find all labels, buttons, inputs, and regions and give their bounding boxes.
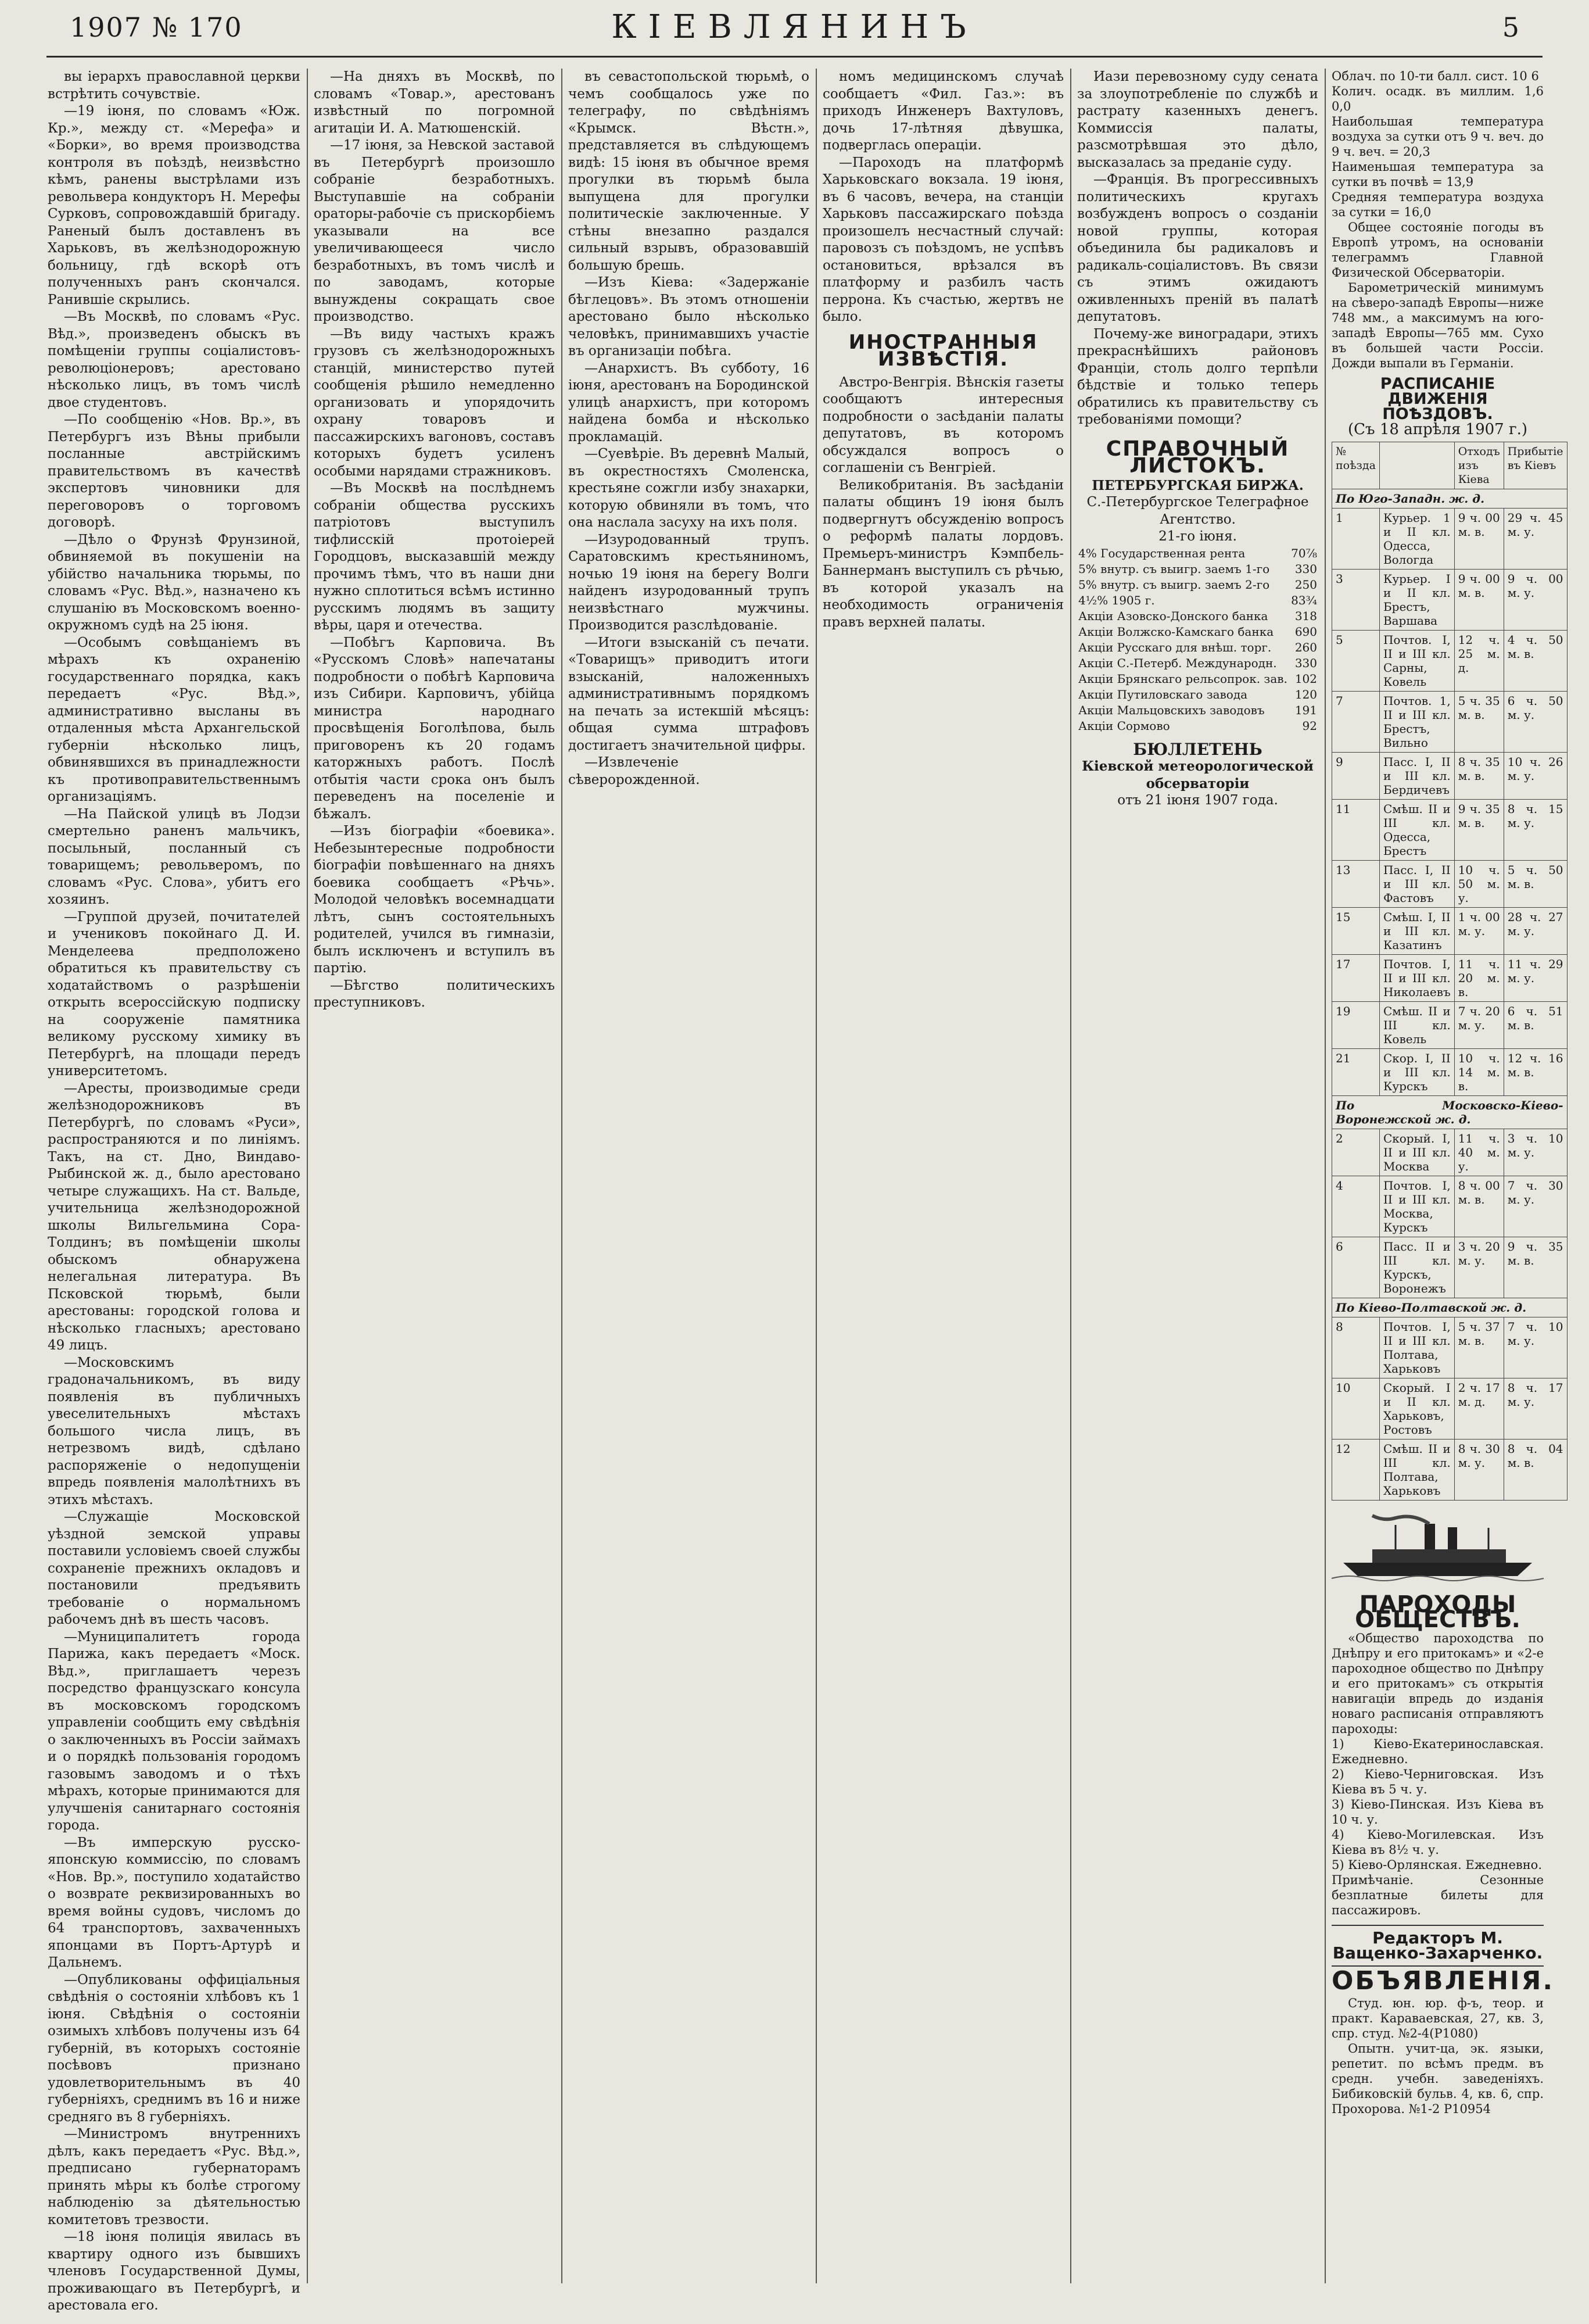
paragraph: —Аресты, производимые среди желѣзнодорожниковъ въ Петербургѣ, по словамъ «Руси», распространяются и по линіямъ. Такъ, на ст. Дно, Виндаво-Рыбинской ж. д., было арестовано четыре служащихъ. На ст. Вальде, учительница желѣзнодорожной школы Вильгельмина Сора-Толдинъ; въ помѣщеніи школы обыскомъ обнаружена нелегальная литература. Въ Псковской тюрьмѣ, были арестованы: городской голова и нѣсколько гласныхъ; арестовано 49 лицъ.	[48, 1080, 300, 1353]
table-row	[1077, 718, 1318, 734]
table-row	[1332, 1317, 1568, 1378]
table-row	[1332, 1002, 1568, 1049]
exchange-heading: ПЕТЕРБУРГСКАЯ БИРЖА.	[1092, 477, 1304, 493]
bulletin-subtitle: Кіевской метеорологической обсерваторіи	[1082, 758, 1314, 792]
paragraph: —По сообщенію «Нов. Вр.», въ Петербургъ изъ Вѣны прибыли посланные австрійскимъ правительствомъ въ качествѣ экспертовъ чиновники для переговоровъ о торговомъ договорѣ.	[48, 412, 300, 530]
paragraph: —Франція. Въ прогрессивныхъ политическихъ кругахъ возбужденъ вопросъ о созданіи новой группы, которая объединила бы радикаловъ и радикаль-соціалистовъ. Въ связи съ этимъ ожидаютъ оживленныхъ преній въ палатѣ депутатовъ.	[1077, 172, 1318, 324]
train-route: Смѣш. II и III кл. Полтава, Харьковъ	[1379, 1439, 1454, 1501]
advertisement: Студ. юн. юр. ф-ъ, теор. и практ. Караваевская, 27, кв. 3, спр. студ. №2-4(Р1080)	[1332, 1996, 1544, 2040]
schedule-title: РАСПИСАНІЕ ДВИЖЕНІЯ ПОѢЗДОВЪ.	[1380, 375, 1495, 423]
paragraph: —Изъ біографіи «боевика». Небезынтересные подробности біографіи повѣшеннаго на дняхъ боевика сообщаетъ «Рѣчь». Молодой человѣкъ восемнадцати лѣтъ, сынъ состоятельныхъ родителей, учился въ гимназіи, былъ исключенъ и вступилъ въ партію.	[314, 823, 555, 976]
paragraph: —Въ имперскую русско-японскую коммиссію, по словамъ «Нов. Вр.», поступило ходатайство о возврате реквизированныхъ во время войны судовъ, числомъ до 64 транспортовъ, захваченныхъ японцами въ Портъ-Артурѣ и Дальнемъ.	[48, 1835, 300, 1970]
header-rule	[46, 56, 1543, 58]
paragraph: —Группой друзей, почитателей и учениковъ покойнаго Д. И. Менделеева предположено обратиться къ правительству съ ходатайствомъ о разрѣшеніи открыть всероссійскую подписку на сооруженіе памятника великому русскому химику въ Петербургѣ, на площади передъ университетомъ.	[48, 909, 300, 1079]
departure: 9 ч. 00 м. в.	[1454, 570, 1504, 631]
departure: 7 ч. 20 м. у.	[1454, 1002, 1504, 1049]
paragraph: —Служащіе Московской уѣздной земской управы поставили условіемъ своей службы сохраненіе прежнихъ окладовъ и постановили предъявить требованіе о нормальномъ рабочемъ днѣ въ шесть часовъ.	[48, 1509, 300, 1627]
bulletin-heading: БЮЛЛЕТЕНЬ	[1133, 739, 1262, 759]
ship-line: 5) Кіево-Орлянская. Ежедневно.	[1332, 1858, 1543, 1872]
paragraph: —Извлеченіе сѣверорожденной.	[568, 755, 700, 787]
security-name: Акціи С.-Петерб. Международн.	[1078, 656, 1277, 670]
table-row	[1332, 1049, 1568, 1096]
column-6	[1332, 69, 1563, 2283]
page-number: 5	[1502, 12, 1519, 43]
table-row	[1332, 955, 1568, 1002]
departure: 8 ч. 00 м. в.	[1454, 1176, 1504, 1237]
exchange-table	[1077, 546, 1318, 734]
train-route: Пасс. I, II и III кл. Фастовъ	[1379, 861, 1454, 908]
train-number: 2	[1332, 1129, 1380, 1176]
arrival: 12 ч. 16 м. в.	[1504, 1049, 1567, 1096]
weather-line: Средняя температура воздуха за сутки = 16,0	[1332, 190, 1544, 219]
paragraph: —На Пайской улицѣ въ Лодзи смертельно раненъ мальчикъ, посыльный, посланный съ товарищемъ; револьверомъ, по словамъ «Рус. Слова», убитъ его хозяинъ.	[48, 806, 300, 907]
paragraph: Иази перевозному суду сената за злоупотребленіе по службѣ и растрату казенныхъ денегъ. Коммиссія палаты, разсмотрѣвшая это дѣло, высказалась за преданіе суду.	[1077, 69, 1318, 170]
column-header: № поѣзда	[1332, 442, 1380, 489]
paragraph: въ севастопольской тюрьмѣ, о чемъ сообщалось уже по телеграфу, по свѣдѣніямъ «Крымск. Вѣстн.», представляется въ слѣдующемъ видѣ: 15 іюня въ обычное время прогулки въ тюрьмѣ была выпущена для прогулки политическіе заключенные. У стѣны внезапно раздался сильный взрывъ, образовавшій большую брешь.	[568, 69, 809, 273]
arrival: 7 ч. 30 м. у.	[1504, 1176, 1567, 1237]
weather-line: Наибольшая температура воздуха за сутки отъ 9 ч. веч. до 9 ч. веч. = 20,3	[1332, 114, 1544, 159]
security-price: 102	[1294, 671, 1317, 686]
column-header	[1379, 442, 1454, 489]
table-row	[1077, 640, 1318, 656]
paragraph: —Въ Москвѣ на послѣднемъ собраніи общества русскихъ патріотовъ выступилъ тифлисскій протоіерей Городцовъ, высказавшій между прочимъ тѣмъ, что въ наши дни нужно сплотиться всѣмъ истинно русскимъ людямъ въ защиту вѣры, царя и отечества.	[314, 481, 555, 633]
table-row	[1332, 861, 1568, 908]
newspaper-title: КІЕВЛЯНИНЪ	[611, 8, 978, 46]
arrival: 8 ч. 17 м. у.	[1504, 1378, 1567, 1439]
train-number: 12	[1332, 1439, 1380, 1501]
schedule-subtitle: (Съ 18 апрѣля 1907 г.)	[1348, 421, 1527, 438]
railway-heading-row	[1332, 489, 1568, 509]
train-number: 4	[1332, 1176, 1380, 1237]
security-price: 92	[1302, 718, 1317, 733]
paragraph: —Изуродованный трупъ. Саратовскимъ крестьяниномъ, ночью 19 іюня на берегу Волги найденъ изуродованный трупъ неизвѣстнаго мужчины. Производится разслѣдованіе.	[568, 532, 809, 633]
paragraph: —Московскимъ градоначальникомъ, въ виду появленія въ публичныхъ увеселительныхъ мѣстахъ большого числа лицъ, въ нетрезвомъ видѣ, сдѣлано распоряженіе о недопущеніи впредь появленія малолѣтнихъ въ этихъ мѣстахъ.	[48, 1355, 300, 1507]
column-divider	[307, 69, 308, 2283]
paragraph: вы іерархъ православной церкви встрѣтить сочувствіе.	[48, 69, 300, 102]
security-name: Акціи Путиловскаго завода	[1078, 687, 1248, 701]
paragraph: —Особымъ совѣщаніемъ въ мѣрахъ къ охраненію государственнаго порядка, какъ передаетъ «Рус. Вѣд.», административно высланы въ отдаленныя мѣста Архангельской губерніи нѣсколько лицъ, обвинявшихся въ принадлежности къ противоправительственнымъ организаціямъ.	[48, 635, 300, 804]
train-number: 8	[1332, 1317, 1380, 1378]
paragraph: Австро-Венгрія. Вѣнскія газеты сообщаютъ интересныя подробности о засѣданіи палаты депутатовъ, въ которомъ обсуждался вопросъ о соглашеніи съ Венгріей.	[823, 374, 1064, 475]
security-price: 260	[1294, 640, 1317, 654]
train-route: Смѣш. I, II и III кл. Казатинъ	[1379, 908, 1454, 955]
column-1	[48, 69, 300, 2313]
train-route: Почтов. I, II и III кл. Полтава, Харьковъ	[1379, 1317, 1454, 1378]
paragraph: Общее состояніе погоды въ Европѣ утромъ, на основаніи телеграммъ Главной Физической Обсерваторіи.	[1332, 220, 1544, 280]
table-row	[1077, 671, 1318, 687]
security-price: 690	[1294, 624, 1317, 639]
train-route: Пасс. II и III кл. Курскъ, Воронежъ	[1379, 1237, 1454, 1298]
table-row	[1332, 692, 1568, 753]
paragraph: —Анархистъ. Въ субботу, 16 іюня, арестованъ на Бородинской улицѣ анархистъ, при которомъ найдена бомба и нѣсколько прокламацій.	[568, 360, 809, 445]
ship-line: Примѣчаніе. Сезонные безплатные билеты для пассажировъ.	[1332, 1873, 1544, 1917]
arrival: 9 ч. 00 м. у.	[1504, 570, 1567, 631]
table-row	[1332, 753, 1568, 800]
train-schedule-table	[1332, 442, 1568, 1501]
table-row	[1332, 1176, 1568, 1237]
departure: 3 ч. 20 м. у.	[1454, 1237, 1504, 1298]
arrival: 3 ч. 10 м. у.	[1504, 1129, 1567, 1176]
column-divider	[1070, 69, 1071, 2283]
security-name: Акціи Азовско-Донского банка	[1078, 608, 1268, 623]
table-row	[1332, 908, 1568, 955]
arrival: 9 ч. 35 м. в.	[1504, 1237, 1567, 1298]
paragraph: —Въ Москвѣ, по словамъ «Рус. Вѣд.», произведенъ обыскъ въ помѣщеніи группы соціалистовъ-революціонеровъ; арестовано нѣсколько лицъ, въ томъ числѣ двое студентовъ.	[48, 309, 300, 410]
table-row	[1077, 656, 1318, 671]
table-row	[1077, 703, 1318, 718]
security-price: 191	[1294, 703, 1317, 717]
table-row	[1332, 1439, 1568, 1501]
foreign-news-heading: ИНОСТРАННЫЯ ИЗВѢСТІЯ.	[848, 330, 1038, 371]
weather-line: Колич. осадк. въ миллим. 1,6 0,0	[1332, 84, 1544, 113]
column-2	[314, 69, 555, 2283]
train-number: 9	[1332, 753, 1380, 800]
train-route: Пасс. I, II и III кл. Бердичевъ	[1379, 753, 1454, 800]
departure: 9 ч. 00 м. в.	[1454, 509, 1504, 570]
table-row	[1332, 570, 1568, 631]
column-header: Отходъ изъ Кіева	[1454, 442, 1504, 489]
security-price: 318	[1294, 608, 1317, 623]
steamship-heading: ПАРОХОДЫ ОБЩЕСТВЪ.	[1355, 1591, 1520, 1633]
editor-line: Редакторъ М. Ващенко-Захарченко.	[1332, 1925, 1544, 1967]
railway-heading: По Московско-Кіево-Воронежской ж. д.	[1332, 1096, 1568, 1129]
table-row	[1332, 1129, 1568, 1176]
paragraph: Великобританія. Въ засѣданіи палаты общинъ 19 іюня былъ подвергнутъ обсужденію вопросъ о реформѣ палаты лордовъ. Премьеръ-министръ Кэмпбель-Баннерманъ выступилъ съ рѣчью, въ которой указалъ на необходимость ограниченія правъ верхней палаты.	[823, 477, 1064, 630]
train-route: Смѣш. II и III кл. Ковель	[1379, 1002, 1454, 1049]
paragraph: —Бѣгство политическихъ преступниковъ.	[314, 977, 555, 1010]
table-header-row	[1332, 442, 1568, 489]
exchange-date: 21-го іюня.	[1158, 529, 1237, 544]
train-number: 7	[1332, 692, 1380, 753]
security-name: 5% внутр. съ выигр. заемъ 2-го	[1078, 577, 1270, 592]
table-row	[1332, 1378, 1568, 1439]
paragraph: Почему-же виноградари, этихъ прекраснѣйшихъ районовъ Франціи, столь долго терпѣли бѣдствіе и только теперь обратились къ правительству съ требованіями помощи?	[1077, 326, 1318, 427]
security-price: 330	[1294, 561, 1317, 576]
security-name: Акціи Волжско-Камскаго банка	[1078, 624, 1274, 639]
security-price: 330	[1294, 656, 1317, 670]
railway-heading-row	[1332, 1096, 1568, 1129]
departure: 8 ч. 35 м. в.	[1454, 753, 1504, 800]
train-route: Смѣш. II и III кл. Одесса, Брестъ	[1379, 800, 1454, 861]
table-row	[1077, 561, 1318, 577]
railway-heading-row	[1332, 1298, 1568, 1317]
security-name: Акціи Русскаго для внѣш. торг.	[1078, 640, 1272, 654]
departure: 5 ч. 35 м. в.	[1454, 692, 1504, 753]
arrival: 8 ч. 15 м. у.	[1504, 800, 1567, 861]
paragraph: —19 іюня, по словамъ «Юж. Кр.», между ст. «Мерефа» и «Борки», во время производства контроля въ поѣздѣ, неизвѣстно кѣмъ, ранены выстрѣлами изъ револьвера кондукторъ Н. Мерефы Сурковъ, сопровождавшій бригаду. Раненый былъ доставленъ въ Харьковъ, въ желѣзнодорожную больницу, гдѣ вскорѣ отъ полученныхъ ранъ скончался. Ранившіе скрылись.	[48, 103, 300, 307]
arrival: 7 ч. 10 м. у.	[1504, 1317, 1567, 1378]
security-name: Акціи Брянскаго рельсопрок. зав.	[1078, 671, 1287, 686]
paragraph: —Въ виду частыхъ кражъ грузовъ съ желѣзнодорожныхъ станцій, министерство путей сообщенія рѣшило немедленно организовать и упорядочить охрану товаровъ и пассажирскихъ вагоновъ, составъ которыхъ будетъ усиленъ особыми нарядами стражниковъ.	[314, 326, 555, 479]
paragraph: —Дѣло о Фрунзѣ Фрунзиной, обвиняемой въ покушеніи на убійство начальника тюрьмы, по словамъ «Рус. Вѣд.», назначено къ слушанію въ Московскомъ военно-окружномъ судѣ на 25 іюня.	[48, 532, 300, 633]
reference-heading: СПРАВОЧНЫЙ ЛИСТОКЪ.	[1106, 436, 1290, 478]
paragraph: —Муниципалитетъ города Парижа, какъ передаетъ «Моск. Вѣд.», приглашаетъ черезъ посредство французскаго консула въ московскомъ городскомъ управленіи сообщить ему свѣдѣнія о заключенныхъ въ Россіи займахъ и о порядкѣ пользованія городомъ газовымъ заводомъ и о тѣхъ мѣрахъ, которые принимаются для улучшенія санитарнаго состоянія города.	[48, 1629, 300, 1833]
paragraph: —Опубликованы оффиціальныя свѣдѣнія о состояніи хлѣбовъ къ 1 іюня. Свѣдѣнія о состояніи озимыхъ хлѣбовъ получены изъ 64 губерній, въ которыхъ состояніе посѣвовъ признано удовлетворительнымъ въ 40 губерніяхъ, среднимъ въ 16 и ниже средняго въ 8 губерніяхъ.	[48, 1972, 300, 2125]
train-number: 17	[1332, 955, 1380, 1002]
security-price: 250	[1294, 577, 1317, 592]
train-number: 5	[1332, 631, 1380, 692]
security-name: Акціи Сормово	[1078, 718, 1170, 733]
ship-line: 3) Кіево-Пинская. Изъ Кіева въ 10 ч. у.	[1332, 1797, 1544, 1827]
table-row	[1332, 800, 1568, 861]
arrival: 6 ч. 50 м. у.	[1504, 692, 1567, 753]
departure: 11 ч. 40 м. у.	[1454, 1129, 1504, 1176]
arrival: 28 ч. 27 м. у.	[1504, 908, 1567, 955]
paragraph: —18 іюня полиція явилась въ квартиру одного изъ бывшихъ членовъ Государственной Думы, проживающаго въ Петербургѣ, и арестовала его.	[48, 2229, 300, 2313]
railway-heading: По Юго-Западн. ж. д.	[1332, 489, 1568, 509]
arrival: 5 ч. 50 м. в.	[1504, 861, 1567, 908]
train-number: 21	[1332, 1049, 1380, 1096]
arrival: 11 ч. 29 м. у.	[1504, 955, 1567, 1002]
paragraph: —17 іюня, за Невской заставой въ Петербургѣ произошло собраніе безработныхъ. Выступавшіе на собраніи ораторы-рабочіе съ прискорбіемъ указывали на все увеличивающееся число безработныхъ, въ томъ числѣ и по заводамъ, которые вынуждены сокращать свое производство.	[314, 138, 555, 324]
paragraph: —Пароходъ на платформѣ Харьковскаго вокзала. 19 іюня, въ 6 часовъ, вечера, на станціи Харьковъ пассажирскаго поѣзда произошелъ несчастный случай: паровозъ съ поѣздомъ, не успѣвъ остановиться, врѣзался въ платформу и разбилъ часть перрона. Къ счастью, жертвъ не было.	[823, 155, 1064, 324]
steamship-illustration	[1332, 1507, 1544, 1583]
security-price: 120	[1294, 687, 1317, 701]
departure: 5 ч. 37 м. в.	[1454, 1317, 1504, 1378]
security-name: 4% Государственная рента	[1078, 546, 1246, 560]
railway-heading: По Кіево-Полтавской ж. д.	[1332, 1298, 1568, 1317]
column-header: Прибытіе въ Кіевъ	[1504, 442, 1567, 489]
column-divider	[1325, 69, 1326, 2283]
table-row	[1077, 608, 1318, 624]
ship-line: 1) Кіево-Екатеринославская. Ежедневно.	[1332, 1737, 1544, 1766]
train-number: 10	[1332, 1378, 1380, 1439]
departure: 12 ч. 25 м. д.	[1454, 631, 1504, 692]
train-route: Скорый. I, II и III кл. Москва	[1379, 1129, 1454, 1176]
page-header	[0, 0, 1589, 55]
table-row	[1077, 546, 1318, 561]
table-row	[1077, 593, 1318, 608]
table-row	[1077, 624, 1318, 640]
paragraph: —Изъ Кіева: «Задержаніе бѣглецовъ». Въ этомъ отношеніи арестовано было нѣсколько человѣкъ, принимавшихъ участіе въ организаціи побѣга.	[568, 275, 809, 359]
advertisement: Опытн. учит-ца, эк. языки, репетит. по всѣмъ предм. въ средн. учебн. заведеніяхъ. Бибиковскій бульв. 4, кв. 6, спр. Прохорова. №1-2 Р10954	[1332, 2042, 1544, 2116]
train-number: 19	[1332, 1002, 1380, 1049]
departure: 10 ч. 14 м. в.	[1454, 1049, 1504, 1096]
train-number: 1	[1332, 509, 1380, 570]
arrival: 6 ч. 51 м. в.	[1504, 1002, 1567, 1049]
train-number: 13	[1332, 861, 1380, 908]
issue-number: 1907 № 170	[70, 12, 243, 43]
weather-line: Облач. по 10-ти балл. сист. 10 6	[1332, 69, 1539, 83]
table-row	[1077, 577, 1318, 593]
arrival: 29 ч. 45 м. у.	[1504, 509, 1567, 570]
paragraph: «Общество пароходства по Днѣпру и его притокамъ» и «2-е пароходное общество по Днѣпру и его притокамъ» съ открытія навигаціи впредь до изданія новаго расписанія отправляютъ пароходы:	[1332, 1631, 1544, 1736]
ship-line: 4) Кіево-Могилевская. Изъ Кіева въ 8½ ч. у.	[1332, 1828, 1544, 1857]
paragraph: номъ медицинскомъ случаѣ сообщаетъ «Фил. Газ.»: въ приходъ Инженеръ Вахтуловъ, дочь 17-лѣтняя дѣвушка, подверглась операціи.	[823, 69, 1064, 153]
train-route: Скор. I, II и III кл. Курскъ	[1379, 1049, 1454, 1096]
column-divider	[561, 69, 562, 2283]
table-row	[1332, 509, 1568, 570]
table-row	[1332, 631, 1568, 692]
train-route: Почтов. I, II и III кл. Москва, Курскъ	[1379, 1176, 1454, 1237]
departure: 11 ч. 20 м. в.	[1454, 955, 1504, 1002]
departure: 2 ч. 17 м. д.	[1454, 1378, 1504, 1439]
train-route: Скорый. I и II кл. Харьковъ, Ростовъ	[1379, 1378, 1454, 1439]
departure: 10 ч. 50 м. у.	[1454, 861, 1504, 908]
weather-line: Наименьшая температура за сутки въ почвѣ = 13,9	[1332, 160, 1544, 189]
arrival: 8 ч. 04 м. в.	[1504, 1439, 1567, 1501]
train-route: Почтов. 1, II и III кл. Брестъ, Вильно	[1379, 692, 1454, 753]
bulletin-date: отъ 21 іюня 1907 года.	[1117, 793, 1278, 808]
security-price: 70⅞	[1291, 546, 1317, 560]
ship-line: 2) Кіево-Черниговская. Изъ Кіева въ 5 ч. у.	[1332, 1767, 1544, 1796]
security-price: 83¾	[1291, 593, 1317, 607]
departure: 9 ч. 35 м. в.	[1454, 800, 1504, 861]
column-divider	[816, 69, 817, 2283]
train-route: Курьер. 1 и II кл. Одесса, Вологда	[1379, 509, 1454, 570]
column-3	[568, 69, 809, 2283]
arrival: 4 ч. 50 м. в.	[1504, 631, 1567, 692]
train-route: Курьер. I и II кл. Брестъ, Варшава	[1379, 570, 1454, 631]
paragraph: —Суевѣріе. Въ деревнѣ Малый, въ окрестностяхъ Смоленска, крестьяне сожгли избу знахарки, которую обвиняли въ томъ, что она наслала засуху на ихъ поля.	[568, 446, 809, 530]
paragraph: —Министромъ внутреннихъ дѣлъ, какъ передаетъ «Рус. Вѣд.», предписано губернаторамъ принять мѣры къ болѣе строгому наблюденію за дѣятельностью комитетовъ трезвости.	[48, 2126, 300, 2228]
security-name: 5% внутр. съ выигр. заемъ 1-го	[1078, 561, 1270, 576]
ads-heading: ОБЪЯВЛЕНІЯ.	[1332, 1966, 1555, 1996]
arrival: 10 ч. 26 м. у.	[1504, 753, 1567, 800]
departure: 8 ч. 30 м. у.	[1454, 1439, 1504, 1501]
paragraph: —Итоги взысканій съ печати. «Товарищъ» приводитъ итоги взысканій, наложенныхъ административнымъ порядкомъ на печать за истекшій мѣсяцъ: общая сумма штрафовъ достигаетъ значительной цифры.	[568, 635, 809, 753]
security-name: 4½% 1905 г.	[1078, 593, 1155, 607]
paragraph: Барометрическій минимумъ на сѣверо-западѣ Европы—ниже 748 мм., а максимумъ на юго-западѣ Европы—765 мм. Сухо въ большей части Россіи. Дожди выпали въ Германіи.	[1332, 281, 1544, 370]
train-number: 11	[1332, 800, 1380, 861]
train-number: 15	[1332, 908, 1380, 955]
table-row	[1332, 1237, 1568, 1298]
train-route: Почтов. I, II и III кл. Николаевъ	[1379, 955, 1454, 1002]
train-number: 3	[1332, 570, 1380, 631]
paragraph: —На дняхъ въ Москвѣ, по словамъ «Товар.», арестованъ извѣстный по погромной агитаціи И. А. Матюшенскій.	[314, 69, 555, 136]
train-route: Почтов. I, II и III кл. Сарны, Ковель	[1379, 631, 1454, 692]
table-row	[1077, 687, 1318, 703]
paragraph: —Побѣгъ Карповича. Въ «Русскомъ Словѣ» напечатаны подробности о побѣгѣ Карповича изъ Сибири. Карповичъ, убійца министра народнаго просвѣщенія Боголѣпова, быль приговоренъ къ 20 годамъ каторжныхъ работъ. Послѣ отбытія части срока онъ былъ переведенъ на поселеніе и бѣжалъ.	[314, 635, 555, 822]
column-4	[823, 69, 1064, 2283]
security-name: Акціи Мальцовскихъ заводовъ	[1078, 703, 1265, 717]
column-5	[1077, 69, 1318, 2283]
departure: 1 ч. 00 м. у.	[1454, 908, 1504, 955]
agency-line: С.-Петербургское Телеграфное Агентство.	[1086, 495, 1309, 527]
train-number: 6	[1332, 1237, 1380, 1298]
